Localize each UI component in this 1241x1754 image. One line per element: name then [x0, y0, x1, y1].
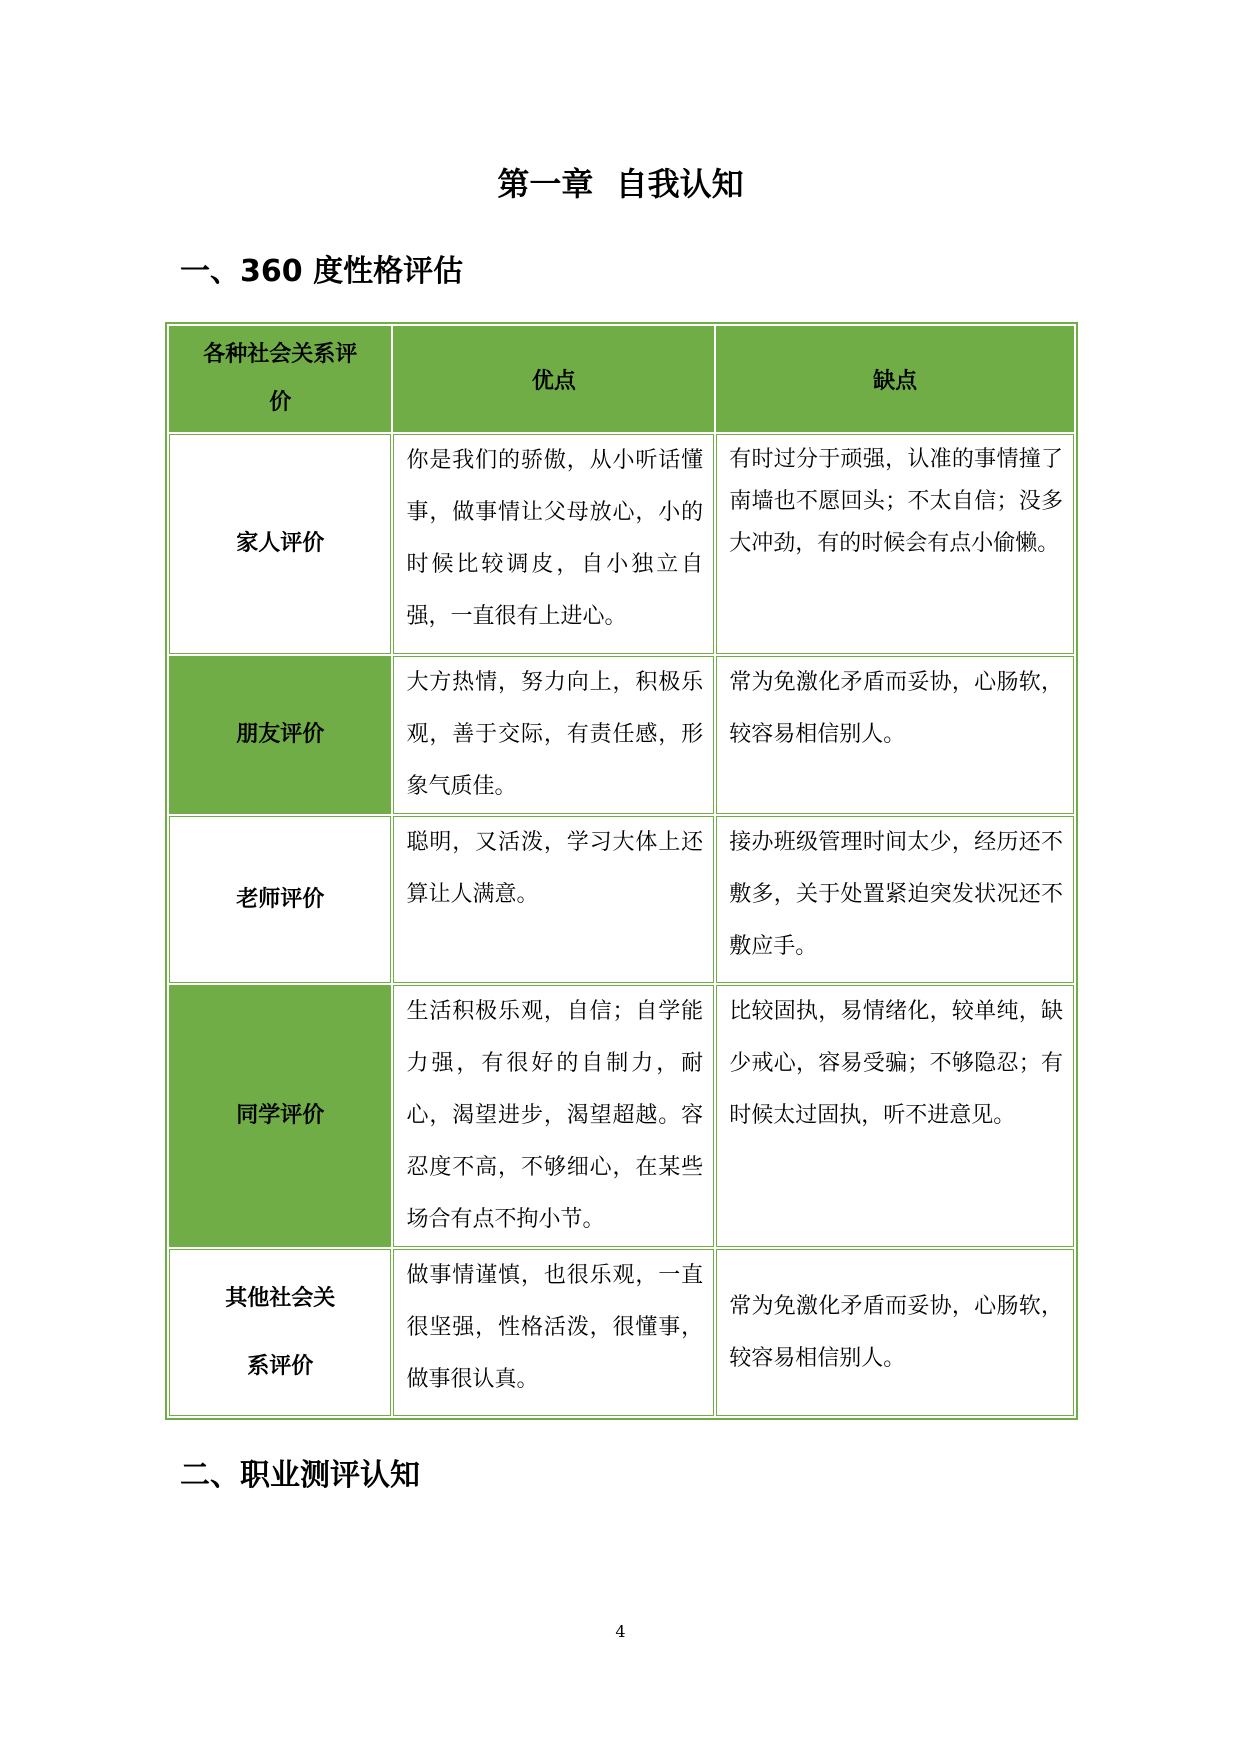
row-label: 其他社会关系评价: [169, 1249, 391, 1416]
strengths-cell: 聪明，又活泼，学习大体上还算让人满意。: [393, 816, 714, 983]
weaknesses-cell: 接办班级管理时间太少，经历还不敷多，关于处置紧迫突发状况还不敷应手。: [716, 816, 1074, 983]
table-row: [169, 656, 1074, 814]
row-label: 朋友评价: [169, 656, 391, 814]
weaknesses-cell: 常为免激化矛盾而妥协，心肠软，较容易相信别人。: [716, 1249, 1074, 1416]
section-heading-career-assessment: 二、职业测评认知: [180, 1458, 420, 1493]
strengths-cell: 生活积极乐观，自信；自学能力强，有很好的自制力，耐心，渴望进步，渴望超越。容忍度不高，不够细心，在某些场合有点不拘小节。: [393, 985, 714, 1247]
table-row: [169, 985, 1074, 1247]
table-row: [169, 1249, 1074, 1416]
row-label: 家人评价: [169, 434, 391, 654]
weaknesses-cell: 有时过分于顽强，认准的事情撞了南墙也不愿回头；不太自信；没多大冲劲，有的时候会有点小偷懒。: [716, 434, 1074, 654]
strengths-cell: 大方热情，努力向上，积极乐观，善于交际，有责任感，形象气质佳。: [393, 656, 714, 814]
chapter-title: 第一章 自我认知: [497, 165, 744, 203]
row-label: 同学评价: [169, 985, 391, 1247]
header-weaknesses: 缺点: [716, 326, 1074, 432]
page-number: 4: [615, 1622, 626, 1641]
evaluation-table: [165, 322, 1078, 1420]
section-heading-personality-assessment: 一、360 度性格评估: [180, 254, 464, 289]
weaknesses-cell: 比较固执，易情绪化，较单纯，缺少戒心，容易受骗；不够隐忍；有时候太过固执，听不进意见。: [716, 985, 1074, 1247]
table-row: [169, 816, 1074, 983]
table-row: [169, 434, 1074, 654]
row-label: 老师评价: [169, 816, 391, 983]
header-strengths: 优点: [393, 326, 714, 432]
strengths-cell: 你是我们的骄傲，从小听话懂事，做事情让父母放心，小的时候比较调皮，自小独立自强，一直很有上进心。: [393, 434, 714, 654]
header-relationship: 各种社会关系评价: [169, 326, 391, 432]
strengths-cell: 做事情谨慎，也很乐观，一直很坚强，性格活泼，很懂事，做事很认真。: [393, 1249, 714, 1416]
table-header-row: [169, 326, 1074, 432]
weaknesses-cell: 常为免激化矛盾而妥协，心肠软，较容易相信别人。: [716, 656, 1074, 814]
